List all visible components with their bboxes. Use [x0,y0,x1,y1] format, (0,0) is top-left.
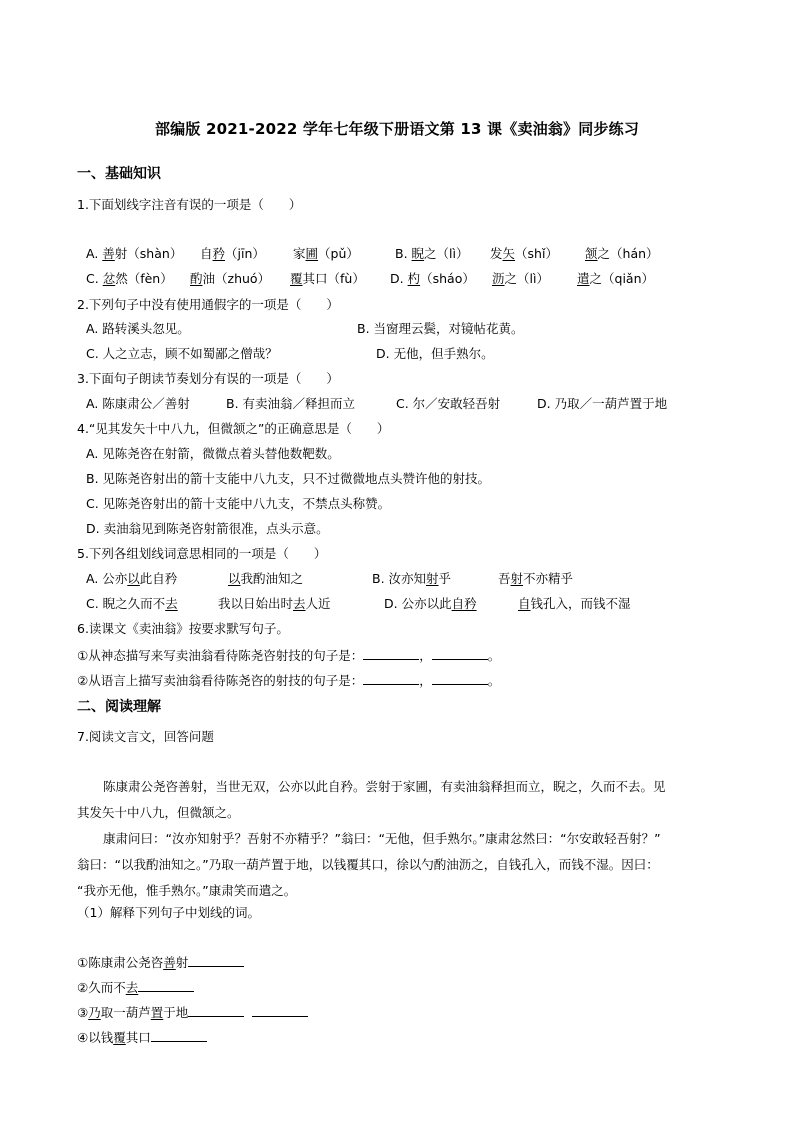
answer-blank[interactable] [432,646,488,660]
answer-blank[interactable] [252,1003,308,1017]
q1-option-d2: 沥之（lì） [492,271,549,286]
answer-blank[interactable] [432,671,488,685]
q1-option-d3: 遣之（qiǎn） [577,271,655,286]
section-reading-comprehension: 二、阅读理解 [77,699,161,715]
answer-blank[interactable] [188,953,244,967]
q4-option-a: A. 见陈尧咨在射箭，微微点着头替他数靶数。 [86,446,340,461]
q1-option-b2: 发矢（shǐ） [490,246,558,261]
passage-line: 康肃问曰：“汝亦知射乎？吾射不亦精乎？”翁曰：“无他，但手熟尔。”康肃忿然曰：“尔安敢轻吾射？” [103,831,661,846]
q5-option-a2: 以我酌油知之 [228,571,304,586]
section-basic-knowledge: 一、基础知识 [77,166,161,182]
answer-blank[interactable] [138,978,194,992]
q1-option-c3: 覆其口（fù） [290,271,365,286]
q3-option-c: C. 尔／安敢轻吾射 [396,396,501,411]
question-7-stem: 7.阅读文言文，回答问题 [77,729,214,744]
q5-option-d2: 自钱孔入，而钱不湿 [518,596,631,611]
q5-option-b2: 吾射不亦精乎 [498,571,574,586]
q5-option-c1: C. 睨之久而不去 [86,596,178,611]
q1-option-a2: 自矜（jīn） [200,246,265,261]
q5-option-a1: A. 公亦以此自矜 [86,571,178,586]
passage-line: “我亦无他，惟手熟尔。”康肃笑而遣之。 [77,883,297,898]
passage-line: 陈康肃公尧咨善射，当世无双，公亦以此自矜。尝射于家圃，有卖油翁释担而立，睨之，久而不去。见 [103,779,666,794]
q3-option-b: B. 有卖油翁／释担而立 [226,396,356,411]
q3-option-d: D. 乃取／一葫芦置于地 [537,396,668,411]
question-2-stem: 2.下列句子中没有使用通假字的一项是（ ） [77,297,339,312]
q2-option-c: C. 人之立志，顾不如蜀鄙之僧哉？ [86,346,278,361]
q7-item-1: ①陈康肃公尧咨善射 [77,953,244,971]
q1-option-b3: 颔之（hán） [585,246,659,261]
q2-option-b: B. 当窗理云鬓，对镜帖花黄。 [357,321,524,336]
q4-option-d: D. 卖油翁见到陈尧咨射箭很准，点头示意。 [86,521,329,536]
q1-option-b1: B. 睨之（lì） [395,246,469,261]
q7-subquestion-1: （1）解释下列句子中划线的词。 [77,905,260,920]
q7-item-4: ④以钱覆其口 [77,1028,207,1046]
q5-option-b1: B. 汝亦知射乎 [372,571,452,586]
q6-line-2: ②从语言上描写卖油翁看待陈尧咨的射技的句子是： ， 。 [77,673,501,688]
q3-option-a: A. 陈康肃公／善射 [86,396,190,411]
answer-blank[interactable] [363,646,419,660]
question-5-stem: 5.下列各组划线词意思相同的一项是（ ） [77,546,327,561]
q7-item-2: ②久而不去 [77,978,194,996]
page-title: 部编版 2021-2022 学年七年级下册语文第 13 课《卖油翁》同步练习 [154,120,640,138]
q7-item-3: ③乃取一葫芦置于地 [77,1003,308,1021]
answer-blank[interactable] [151,1028,207,1042]
answer-blank[interactable] [363,671,419,685]
question-1-stem: 1.下面划线字注音有误的一项是（ ） [77,197,302,212]
q1-option-c1: C. 忿然（fèn） [86,271,173,286]
q4-option-c: C. 见陈尧咨射出的箭十支能中八九支，不禁点头称赞。 [86,496,391,511]
q1-option-d1: D. 杓（sháo） [390,271,475,286]
q4-option-b: B. 见陈尧咨射出的箭十支能中八九支，只不过微微地点头赞许他的射技。 [86,471,491,486]
answer-blank[interactable] [188,1003,244,1017]
q5-option-d1: D. 公亦以此自矜 [384,596,477,611]
question-6-stem: 6.读课文《卖油翁》按要求默写句子。 [77,621,289,636]
question-4-stem: 4.“见其发矢十中八九，但微颔之”的正确意思是（ ） [77,421,390,436]
question-3-stem: 3.下面句子朗读节奏划分有误的一项是（ ） [77,371,339,386]
q1-option-c2: 酌油（zhuó） [190,271,271,286]
q6-line-1: ①从神态描写来写卖油翁看待陈尧咨射技的句子是： ， 。 [77,648,501,663]
passage-line: 翁曰：“以我酌油知之。”乃取一葫芦置于地，以钱覆其口，徐以勺酌油沥之，自钱孔入，而钱不湿。因曰： [77,857,659,872]
q2-option-d: D. 无他，但手熟尔。 [376,346,494,361]
q1-option-a1: A. 善射（shàn） [86,246,183,261]
passage-line: 其发矢十中八九，但微颔之。 [77,805,240,820]
q5-option-c2: 我以日始出时去人近 [218,596,331,611]
q2-option-a: A. 路转溪头忽见。 [86,321,190,336]
q1-option-a3: 家圃（pǔ） [293,246,359,261]
